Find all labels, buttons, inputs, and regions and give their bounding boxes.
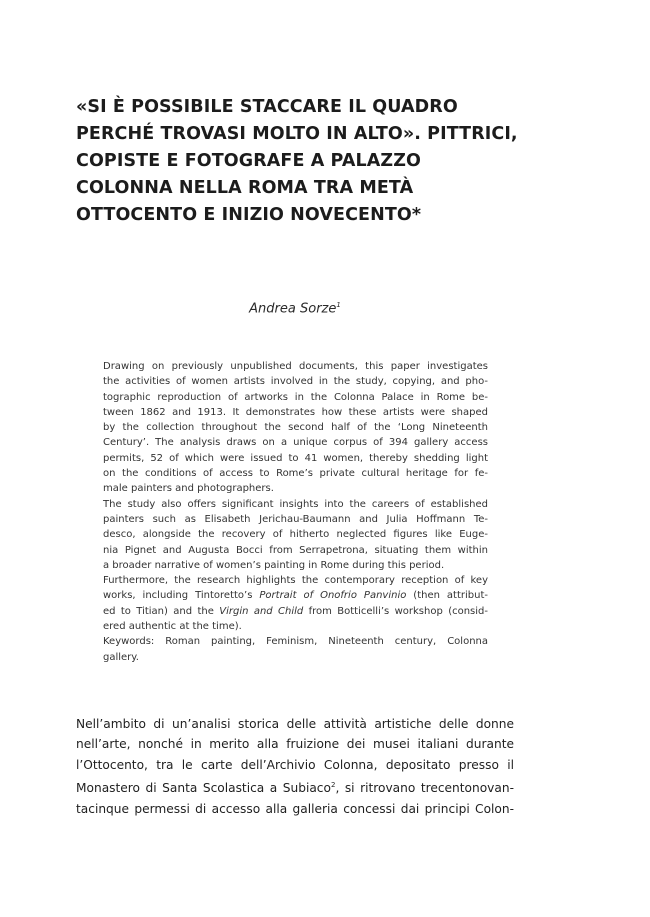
artwork-title: Portrait of Onofrio Panvinio — [259, 590, 407, 602]
abstract-text: works, including Tintoretto’s — [103, 590, 260, 602]
title-line: PERCHÉ TROVASI MOLTO IN ALTO». PITTRICI, — [76, 124, 518, 144]
abstract-line: The study also offers significant insights into the careers of established — [103, 498, 488, 510]
abstract — [103, 359, 488, 665]
abstract-text: from Botticelli’s workshop (consid- — [303, 605, 488, 617]
abstract-line: Century’. The analysis draws on a unique corpus of 394 gallery access — [103, 437, 488, 449]
title-line: COLONNA NELLA ROMA TRA METÀ — [76, 178, 414, 198]
body-line: tacinque permessi di accesso alla galleria concessi dai principi Colon- — [76, 801, 514, 816]
abstract-line: Furthermore, the research highlights the contemporary reception of key — [103, 575, 488, 587]
abstract-text: ed to Titian) and the — [103, 605, 220, 617]
abstract-line: painters such as Elisabeth Jerichau-Baumann and Julia Hoffmann Te- — [103, 513, 488, 525]
abstract-line: tween 1862 and 1913. It demonstrates how these artists were shaped — [103, 406, 488, 418]
body-text: , si ritrovano trecentonovan- — [335, 781, 514, 796]
title-line: OTTOCENTO E INIZIO NOVECENTO* — [76, 205, 422, 225]
abstract-line: ered authentic at the time). — [103, 621, 242, 633]
body-line — [76, 775, 514, 798]
footnote-mark[interactable]: 2 — [330, 781, 336, 790]
abstract-line: by the collection throughout the second half of the ‘Long Nineteenth — [103, 422, 488, 434]
abstract-line: the activities of women artists involved in the study, copying, and pho- — [103, 376, 488, 388]
author-name: Andrea Sorze — [249, 301, 337, 317]
abstract-line — [103, 588, 488, 603]
abstract-line: a broader narrative of women’s painting in Rome during this period. — [103, 559, 445, 571]
body-line: l’Ottocento, tra le carte dell’Archivio Colonna, depositato presso il — [76, 757, 514, 772]
abstract-paragraph-1 — [103, 359, 488, 497]
keywords-line: gallery. — [103, 651, 139, 663]
abstract-line: Drawing on previously unpublished documents, this paper investigates — [103, 361, 488, 372]
article-title — [76, 94, 576, 229]
body-paragraph — [76, 714, 514, 819]
title-line: COPISTE E FOTOGRAFE A PALAZZO — [76, 151, 421, 171]
abstract-line: desco, alongside the recovery of hitherto neglected figures like Euge- — [103, 529, 488, 541]
abstract-line: on the conditions of access to Rome’s private cultural heritage for fe- — [103, 468, 488, 480]
author-footnote-mark[interactable]: 1 — [336, 301, 341, 309]
artwork-title: Virgin and Child — [219, 605, 304, 617]
abstract-text: (then attribut- — [406, 590, 489, 602]
abstract-paragraph-3 — [103, 573, 488, 634]
author-byline — [0, 301, 590, 316]
abstract-line: tographic reproduction of artworks in the Colonna Palace in Rome be- — [103, 391, 488, 403]
abstract-line: permits, 52 of which were issued to 41 women, thereby shedding light — [103, 452, 488, 464]
abstract-line: male painters and photographers. — [103, 483, 274, 495]
abstract-line: nia Pignet and Augusta Bocci from Serrapetrona, situating them within — [103, 544, 488, 556]
abstract-paragraph-2 — [103, 497, 488, 573]
keywords — [103, 634, 488, 665]
abstract-line — [103, 604, 488, 619]
keywords-line: Keywords: Roman painting, Feminism, Nineteenth century, Colonna — [103, 636, 488, 648]
body-line: Nell’ambito di un’analisi storica delle attività artistiche delle donne — [76, 717, 514, 731]
body-text: Monastero di Santa Scolastica a Subiaco — [76, 781, 331, 796]
body-line: nell’arte, nonché in merito alla fruizione dei musei italiani durante — [76, 737, 514, 752]
title-line: «SI È POSSIBILE STACCARE IL QUADRO — [76, 97, 458, 117]
